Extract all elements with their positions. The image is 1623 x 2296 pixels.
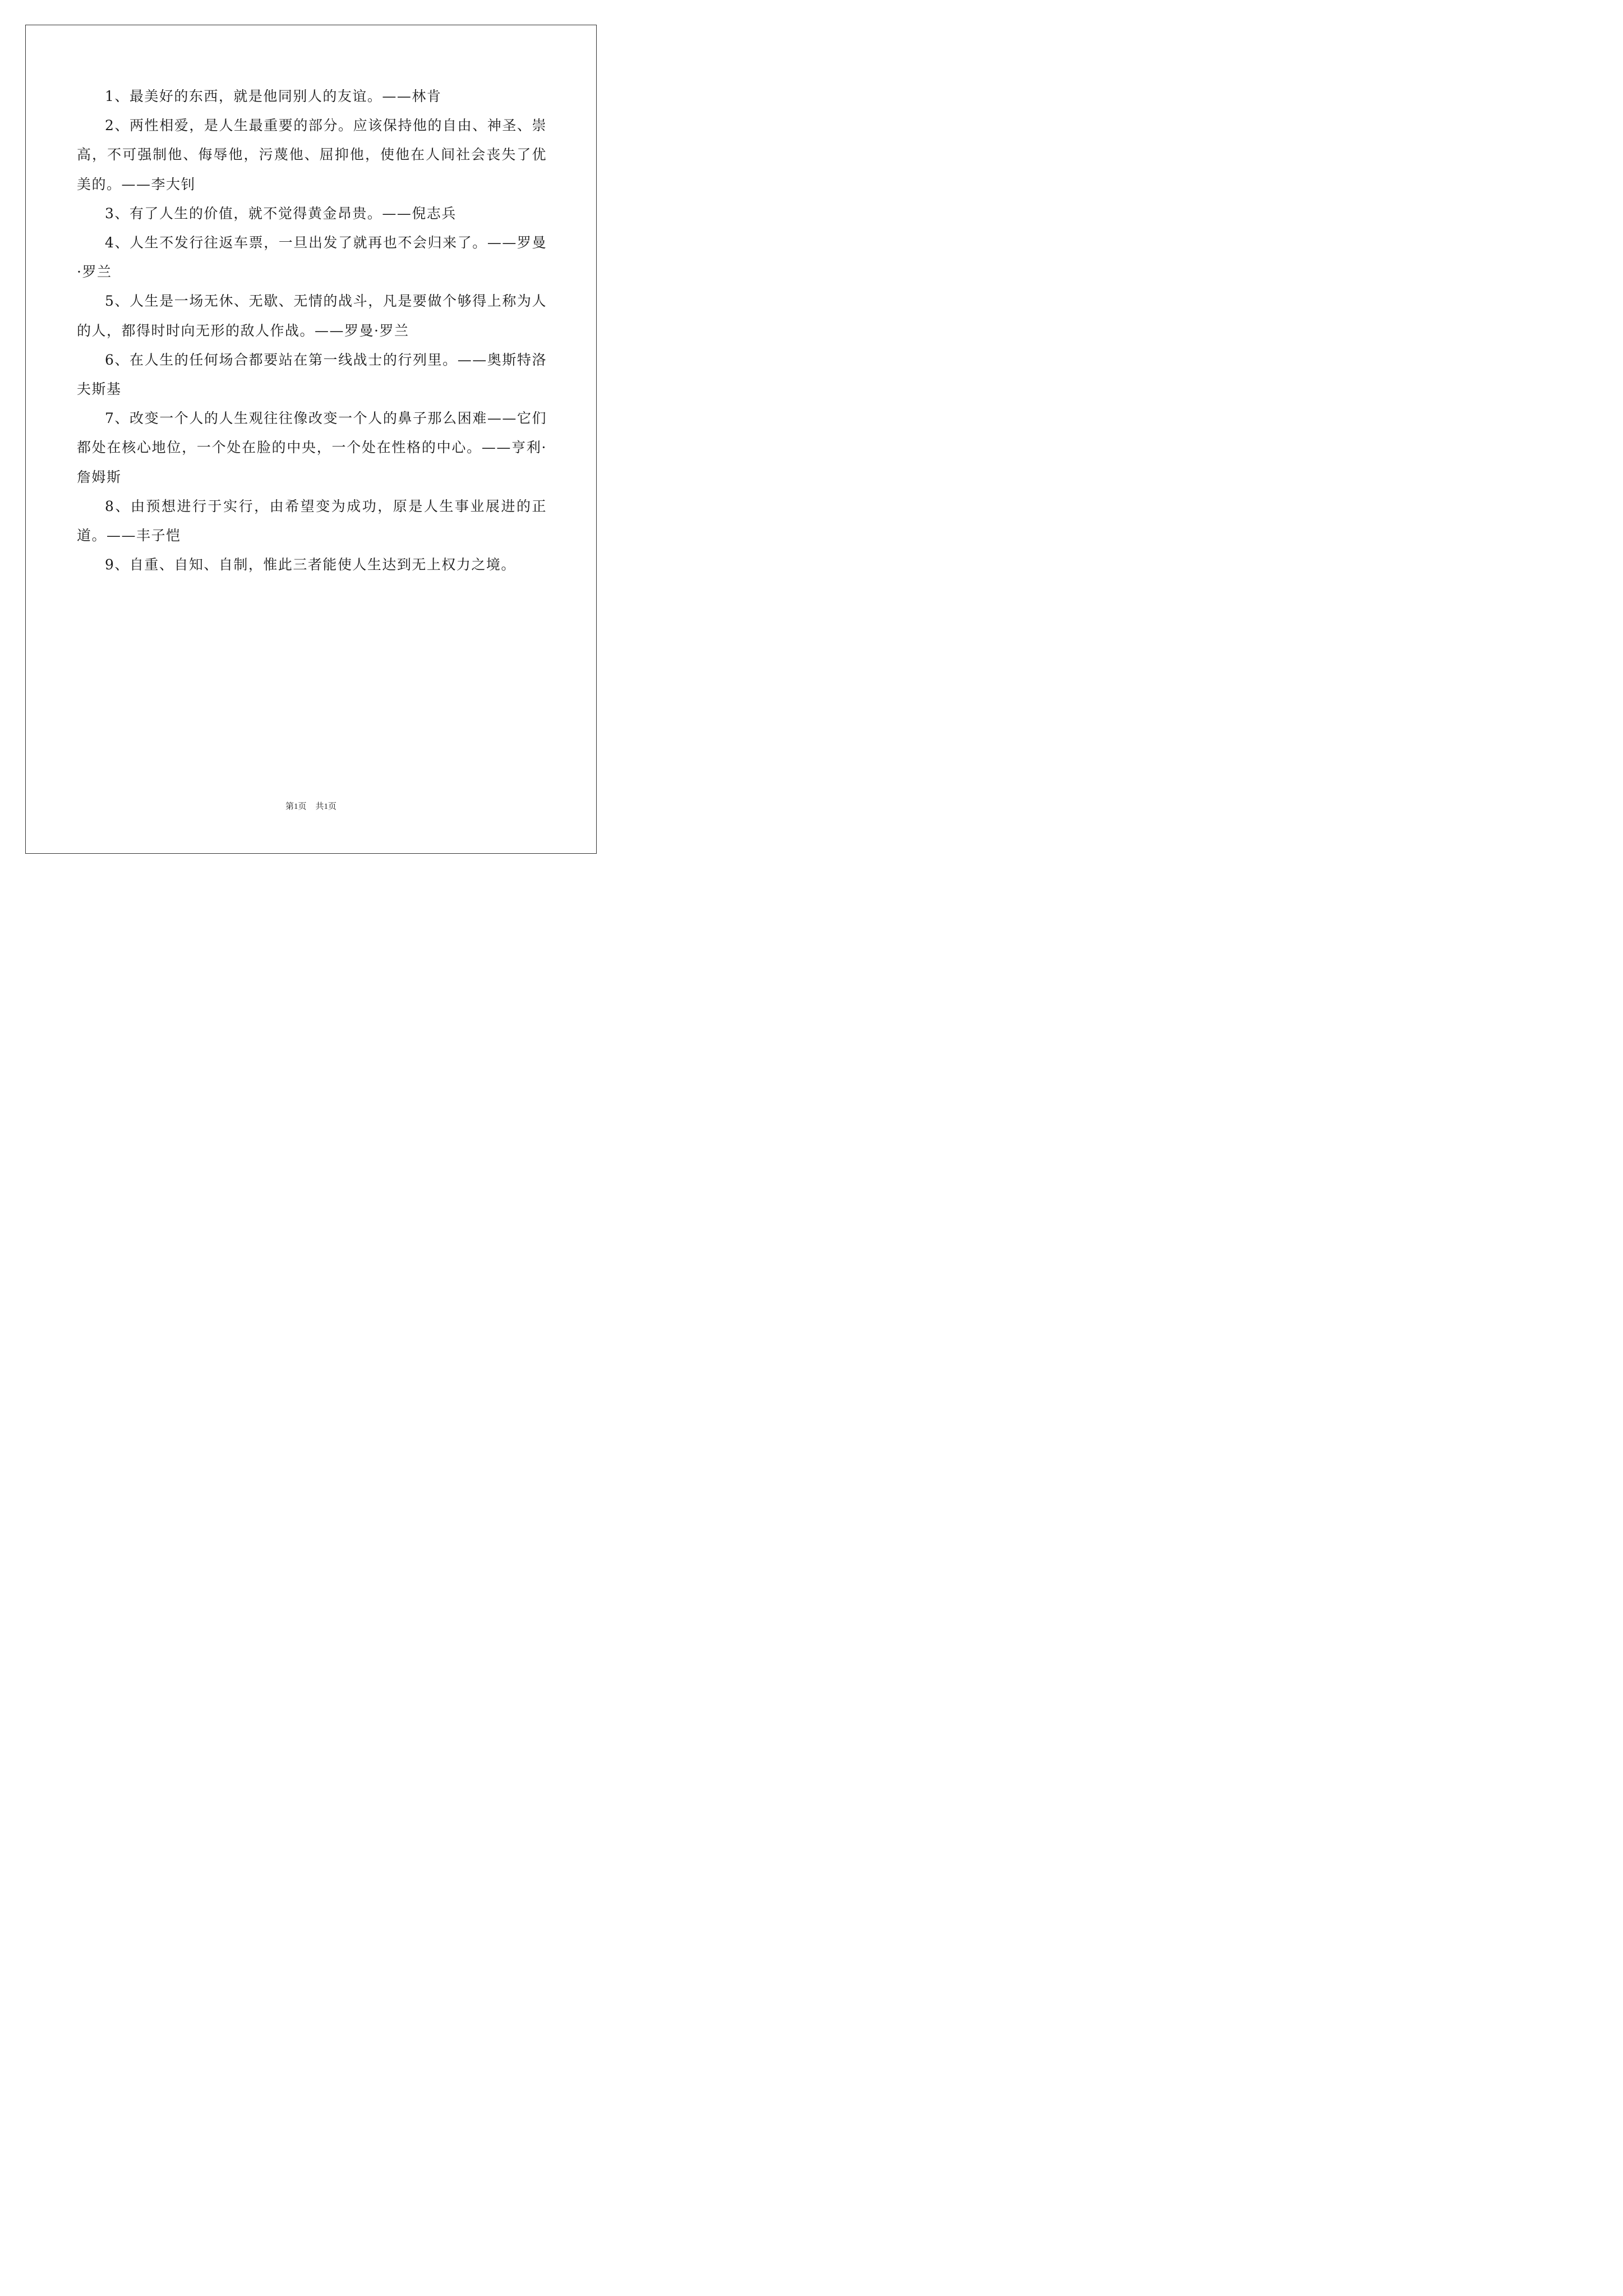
quote-paragraph-5: 5、人生是一场无休、无歇、无情的战斗，凡是要做个够得上称为人的人，都得时时向无形的敌人作战。——罗曼·罗兰: [77, 293, 547, 339]
page-footer: [0, 800, 622, 812]
quote-paragraph-3: 3、有了人生的价值，就不觉得黄金昂贵。——倪志兵: [105, 205, 457, 222]
quote-paragraph-9: 9、自重、自知、自制，惟此三者能使人生达到无上权力之境。: [105, 556, 516, 573]
quote-paragraph-8: 8、由预想进行于实行，由希望变为成功，原是人生事业展进的正道。——丰子恺: [77, 498, 547, 544]
quote-paragraph-7: 7、改变一个人的人生观往往像改变一个人的鼻子那么困难——它们都处在核心地位，一个处在脸的中央，一个处在性格的中心。——亨利·詹姆斯: [77, 410, 547, 485]
quote-paragraph-1: 1、最美好的东西，就是他同别人的友谊。——林肯: [105, 88, 442, 104]
quote-paragraph-4: 4、人生不发行往返车票，一旦出发了就再也不会归来了。——罗曼·罗兰: [77, 234, 547, 280]
quote-paragraph-2: 2、两性相爱，是人生最重要的部分。应该保持他的自由、神圣、崇高，不可强制他、侮辱他，污蔑他、屈抑他，使他在人间社会丧失了优美的。——李大钊: [77, 117, 547, 192]
total-pages-label: 共1页: [315, 802, 337, 811]
quote-paragraph-6: 6、在人生的任何场合都要站在第一线战士的行列里。——奥斯特洛夫斯基: [77, 351, 547, 398]
document-body: [77, 82, 547, 579]
current-page-label: 第1页: [285, 802, 307, 811]
